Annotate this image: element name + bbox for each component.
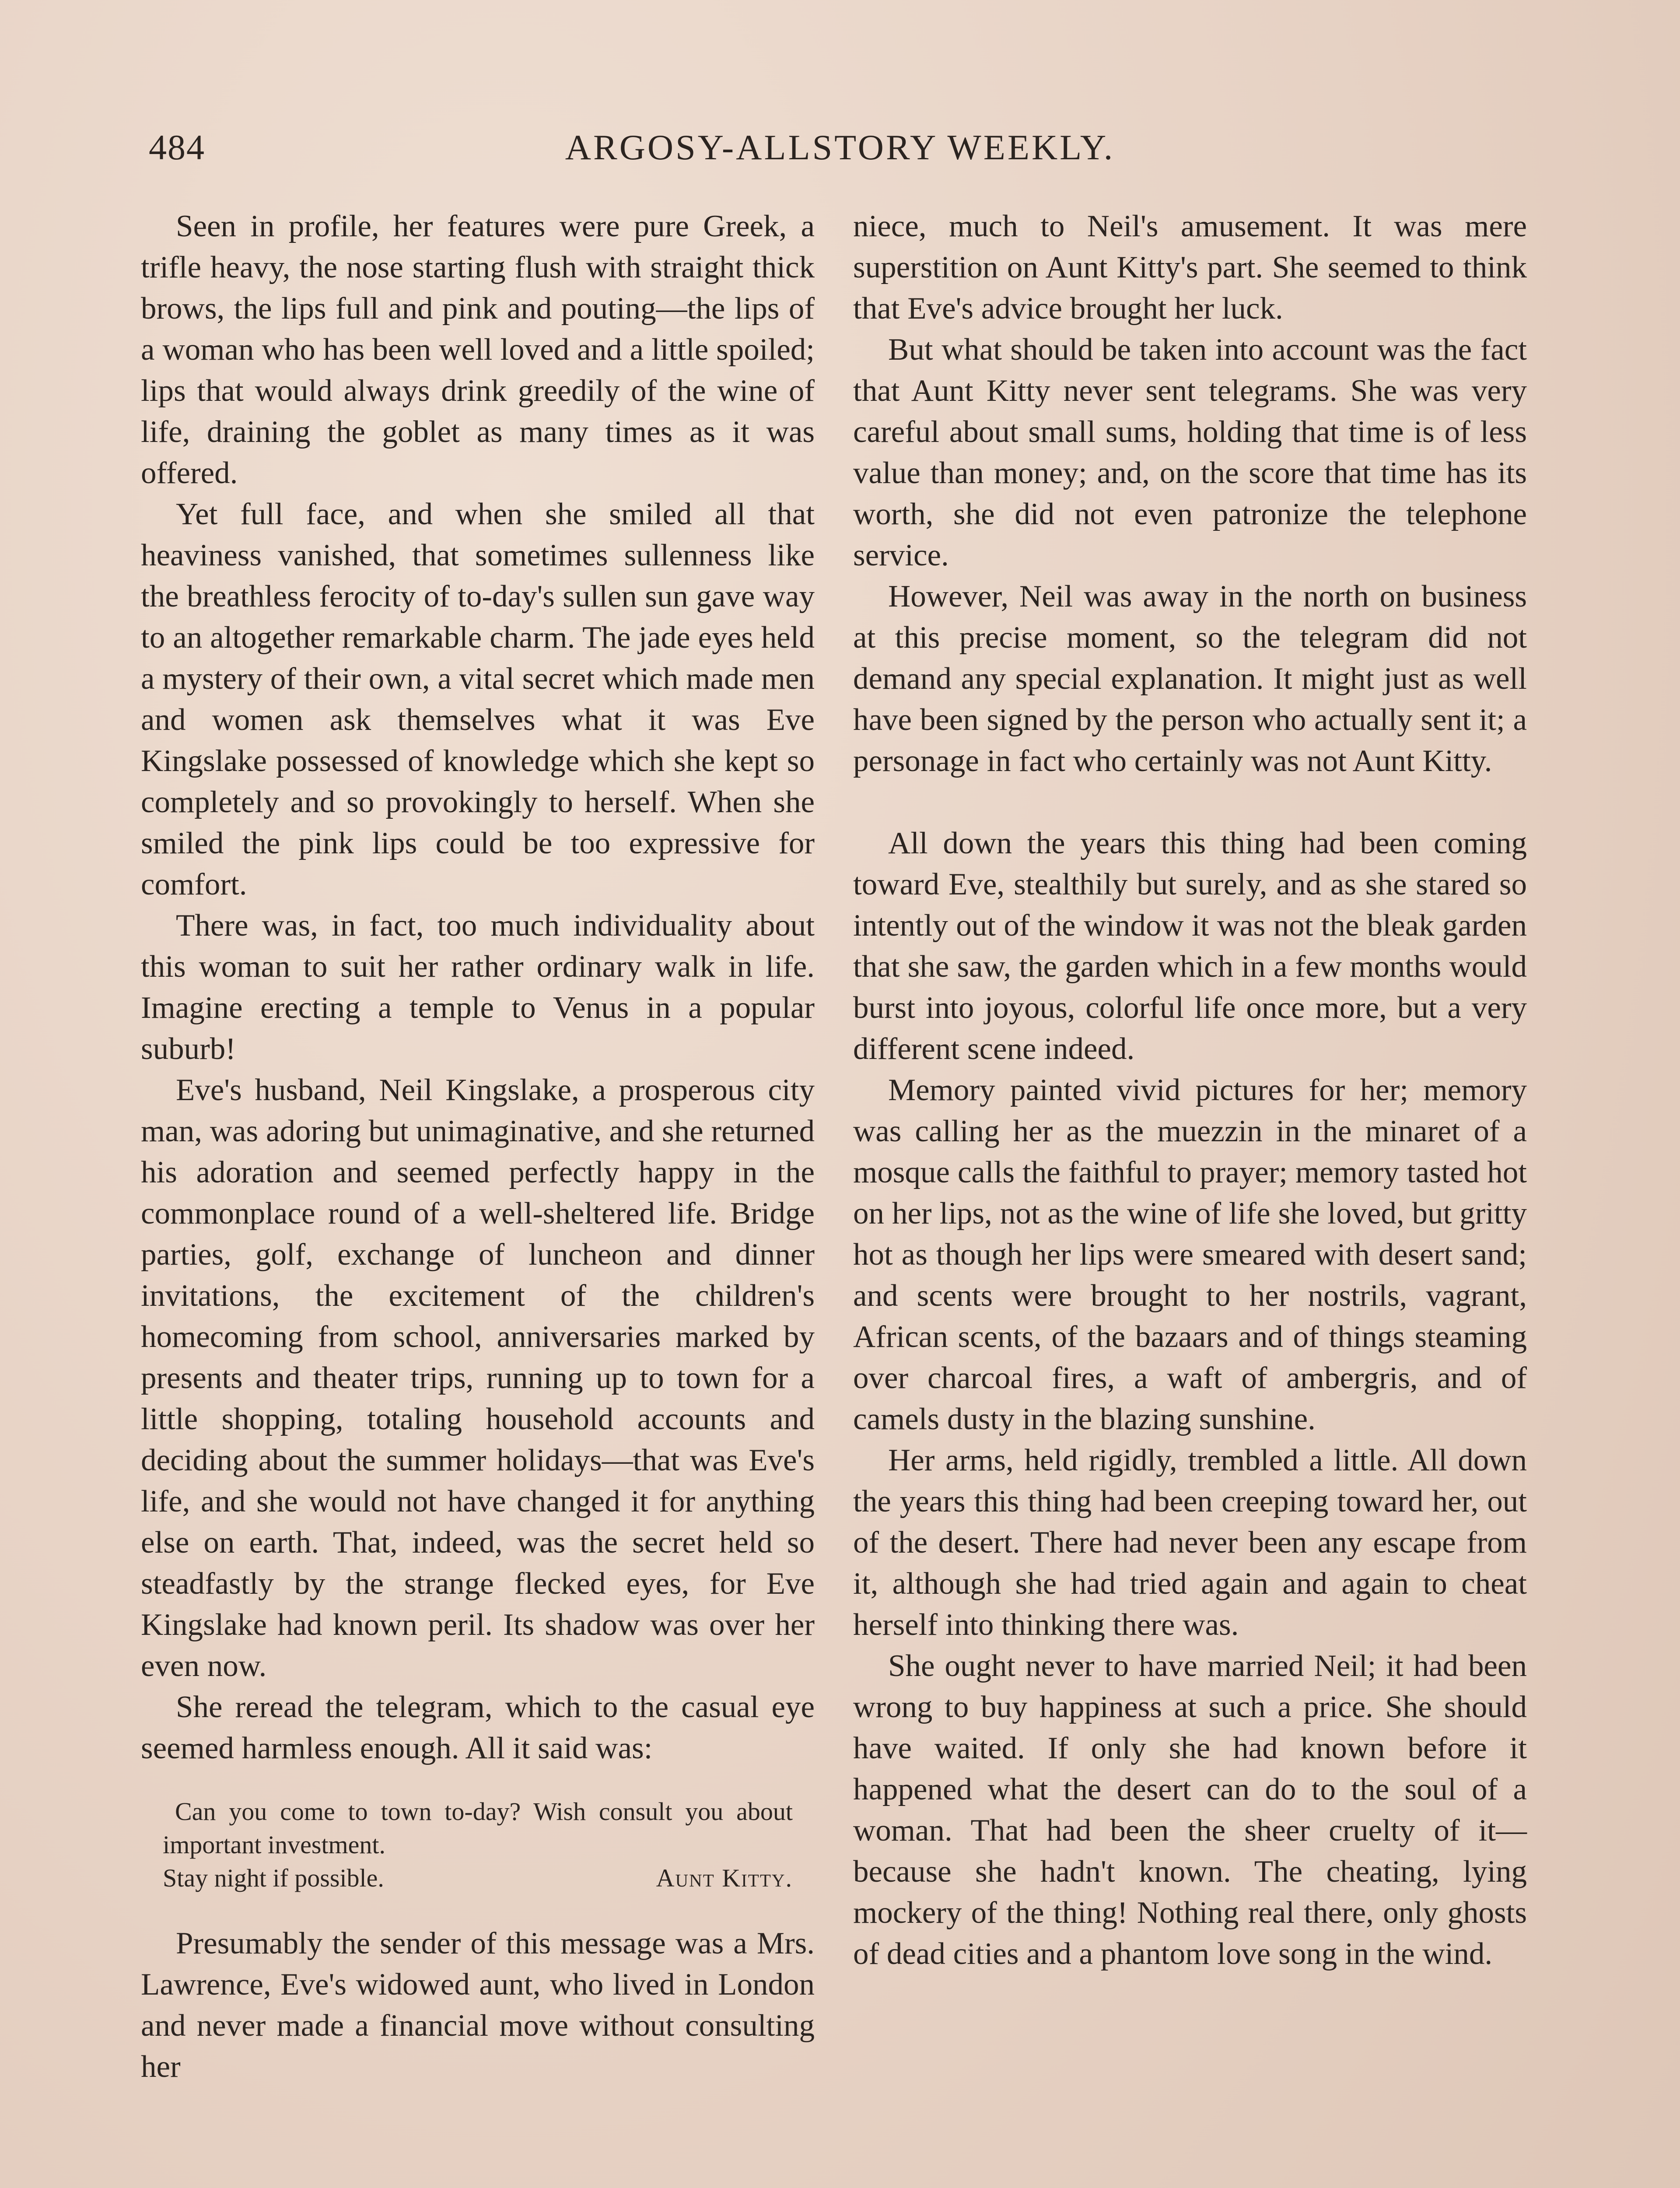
left-column: [141, 206, 815, 2087]
paragraph: Presumably the sender of this message was a Mrs. Lawrence, Eve's widowed aunt, who lived in London and never made a financial move without consulting her: [141, 1926, 815, 2084]
telegram-closing-line: [163, 1862, 793, 1895]
telegram-quote: [141, 1795, 815, 1895]
paragraph: Seen in profile, her features were pure Greek, a trifle heavy, the nose starting flush with straight thick brows, the lips full and pink and pouting—the lips of a woman who has been well loved and a little spoiled; lips that would always drink greedily of the wine of life, draining the goblet as many times as it was offered.: [141, 209, 815, 490]
page-number: 484: [149, 127, 205, 167]
paragraph: But what should be taken into account was the fact that Aunt Kitty never sent telegrams. She was very careful about small sums, holding that time is of less value than money; and, on the score that time has its worth, she did not even patronize the telephone service.: [853, 333, 1527, 572]
paragraph: She ought never to have married Neil; it had been wrong to buy happiness at such a price. She should have waited. If only she had known before it happened what the desert can do to the soul of a woman. That had been the sheer cruelty of it—because she hadn't known. The cheating, lying mockery of the thing! Nothing real there, only ghosts of dead cities and a phantom love song in the wind.: [853, 1649, 1527, 1971]
right-column: [853, 206, 1527, 1974]
section-break: [853, 782, 1527, 823]
paragraph-continuation: niece, much to Neil's amusement. It was mere superstition on Aunt Kitty's part. She seemed to think that Eve's advice brought her luck.: [853, 209, 1527, 326]
paragraph: Eve's husband, Neil Kingslake, a prosperous city man, was adoring but unimaginative, and she returned his adoration and seemed perfectly happy in the commonplace round of a well-sheltered life. Bridge parties, golf, exchange of luncheon and dinner invitations, the excitement of the children's homecoming from school, anniversaries marked by presents and theater trips, running up to town for a little shopping, totaling household accounts and deciding about the summer holidays—that was Eve's life, and she would not have changed it for anything else on earth. That, indeed, was the secret held so steadfastly by the strange flecked eyes, for Eve Kingslake had known peril. Its shadow was over her even now.: [141, 1073, 815, 1683]
page-header: [144, 127, 1536, 179]
paragraph: Yet full face, and when she smiled all that heaviness vanished, that sometimes sullenness like the breathless ferocity of to-day's sullen sun gave way to an altogether remarkable charm. The jade eyes held a mystery of their own, a vital secret which made men and women ask themselves what it was Eve Kingslake possessed of knowledge which she kept so completely and so provokingly to herself. When she smiled the pink lips could be too expressive for comfort.: [141, 497, 815, 901]
telegram-signature: Aunt Kitty.: [656, 1864, 793, 1892]
telegram-body: Can you come to town to-day? Wish consult you about important investment.: [163, 1797, 793, 1859]
paragraph: Memory painted vivid pictures for her; memory was calling her as the muezzin in the minaret of a mosque calls the faithful to prayer; memory tasted hot on her lips, not as the wine of life she loved, but gritty hot as though her lips were smeared with desert sand; and scents were brought to her nostrils, vagrant, African scents, of the bazaars and of things steaming over charcoal fires, a waft of ambergris, and of camels dusty in the blazing sunshine.: [853, 1073, 1527, 1436]
running-title: ARGOSY-ALLSTORY WEEKLY.: [565, 127, 1115, 167]
paragraph: All down the years this thing had been coming toward Eve, stealthily but surely, and as she stared so intently out of the window it was not the bleak garden that she saw, the garden which in a few months would burst into joyous, colorful life once more, but a very different scene indeed.: [853, 826, 1527, 1066]
paragraph: There was, in fact, too much individuality about this woman to suit her rather ordinary walk in life. Imagine erecting a temple to Venus in a popular suburb!: [141, 908, 815, 1066]
telegram-closing: Stay night if possible.: [163, 1864, 384, 1892]
paragraph: She reread the telegram, which to the casual eye seemed harmless enough. All it said was:: [141, 1690, 815, 1765]
paragraph: Her arms, held rigidly, trembled a little. All down the years this thing had been creeping toward her, out of the desert. There had never been any escape from it, although she had tried again and again to cheat herself into thinking there was.: [853, 1443, 1527, 1642]
paragraph: However, Neil was away in the north on business at this precise moment, so the telegram did not demand any special explanation. It might just as well have been signed by the person who actually sent it; a personage in fact who certainly was not Aunt Kitty.: [853, 579, 1527, 778]
